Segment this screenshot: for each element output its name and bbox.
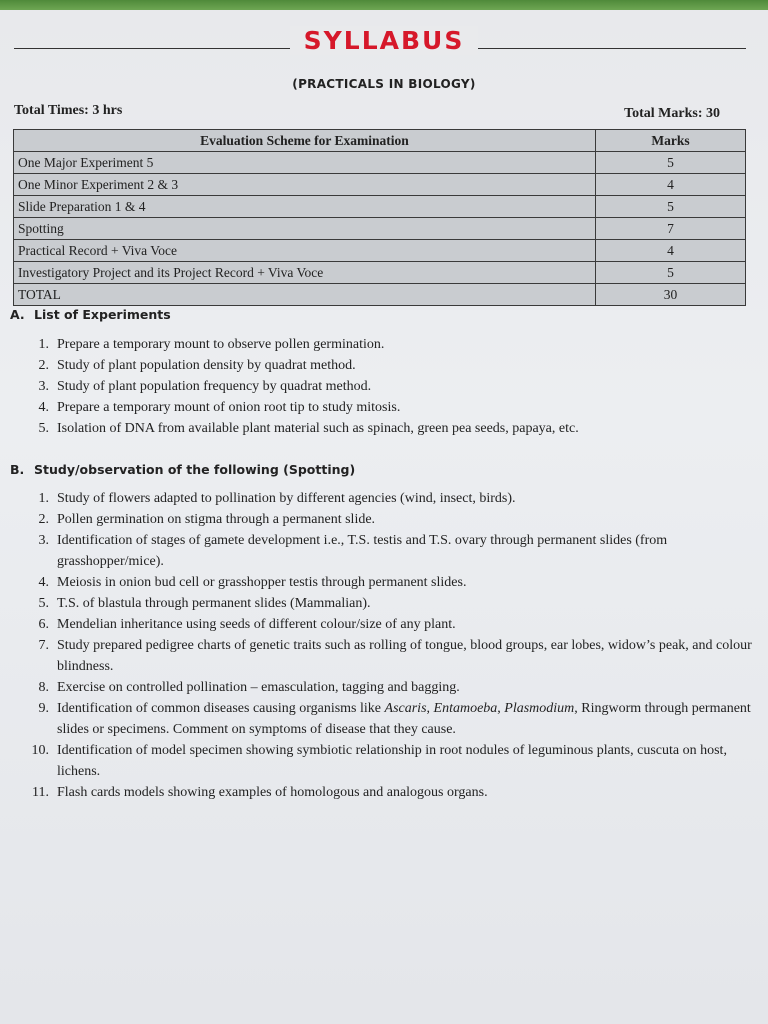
item-text: Prepare a temporary mount to observe pollen germination. (57, 337, 385, 352)
table-row (14, 152, 746, 174)
item-number: 2. (38, 512, 49, 527)
marks-heading: Marks (596, 130, 746, 152)
row-marks: 5 (596, 196, 746, 218)
organism-name: Plasmodium (504, 701, 575, 716)
total-marks: Total Marks: 30 (624, 106, 720, 121)
list-item (0, 593, 757, 614)
item-text: Study prepared pedigree charts of genetic traits such as rolling of tongue, blood groups, ear lobes, widow’s peak, and colour blindness. (57, 638, 752, 674)
item-text: Exercise on controlled pollination – emasculation, tagging and bagging. (57, 680, 460, 695)
list-item (0, 677, 757, 698)
evaluation-scheme-table (13, 129, 746, 306)
row-label: Practical Record + Viva Voce (14, 240, 596, 262)
table-row (14, 240, 746, 262)
item-text: T.S. of blastula through permanent slides (Mammalian). (57, 596, 371, 611)
item-number: 5. (38, 596, 49, 611)
item-text: Identification of model specimen showing symbiotic relationship in root nodules of leguminous plants, cuscuta on host, lichens. (57, 743, 727, 779)
table-header-row (14, 130, 746, 152)
list-item (0, 355, 757, 376)
syllabus-page (0, 10, 768, 1024)
item-number: 10. (31, 743, 49, 758)
total-time: Total Times: 3 hrs (14, 103, 123, 118)
item-number: 3. (38, 533, 49, 548)
item-number: 6. (38, 617, 49, 632)
item-text: Study of flowers adapted to pollination by different agencies (wind, insect, birds). (57, 491, 516, 506)
item-text: Flash cards models showing examples of homologous and analogous organs. (57, 785, 488, 800)
spotting-list (0, 488, 757, 803)
page-title: SYLLABUS (0, 26, 768, 55)
top-edge-strip (0, 0, 768, 10)
row-label: One Major Experiment 5 (14, 152, 596, 174)
row-label: Slide Preparation 1 & 4 (14, 196, 596, 218)
list-item (0, 334, 757, 355)
list-item (0, 397, 757, 418)
total-label: TOTAL (14, 284, 596, 306)
row-marks: 4 (596, 240, 746, 262)
list-item (0, 635, 757, 677)
item-text: Isolation of DNA from available plant material such as spinach, green pea seeds, papaya, etc. (57, 421, 579, 436)
item-text: Prepare a temporary mount of onion root tip to study mitosis. (57, 400, 401, 415)
item-number: 3. (38, 379, 49, 394)
list-item (0, 418, 757, 439)
list-item (0, 572, 757, 593)
list-item (0, 376, 757, 397)
section-letter: B. (10, 462, 25, 477)
table-row (14, 174, 746, 196)
section-letter: A. (10, 307, 25, 322)
list-item (0, 782, 757, 803)
list-item (0, 488, 757, 509)
row-marks: 7 (596, 218, 746, 240)
item-text: Identification of common diseases causing organisms like Ascaris, Entamoeba, Plasmodium, Ringworm through permanent slides or specimens. Comment on symptoms of disease that they cause. (57, 701, 751, 737)
item-number: 1. (38, 491, 49, 506)
table-row (14, 262, 746, 284)
list-item (0, 509, 757, 530)
item-number: 5. (38, 421, 49, 436)
table-row (14, 218, 746, 240)
item-number: 11. (32, 785, 49, 800)
scheme-heading: Evaluation Scheme for Examination (14, 130, 596, 152)
item-number: 7. (38, 638, 49, 653)
item-number: 8. (38, 680, 49, 695)
organism-name: Ascaris (384, 701, 427, 716)
table-total-row (14, 284, 746, 306)
row-label: One Minor Experiment 2 & 3 (14, 174, 596, 196)
table-row (14, 196, 746, 218)
row-marks: 4 (596, 174, 746, 196)
organism-name: Entamoeba (433, 701, 498, 716)
list-item (0, 740, 757, 782)
page-subtitle: (PRACTICALS IN BIOLOGY) (292, 77, 476, 91)
item-number: 9. (38, 701, 49, 716)
section-a-heading (10, 307, 171, 322)
row-marks: 5 (596, 152, 746, 174)
item-text: Study of plant population density by quadrat method. (57, 358, 356, 373)
experiments-list (0, 334, 757, 439)
list-item (0, 698, 757, 740)
item-number: 1. (38, 337, 49, 352)
row-label: Investigatory Project and its Project Record + Viva Voce (14, 262, 596, 284)
row-label: Spotting (14, 218, 596, 240)
item-text: Mendelian inheritance using seeds of different colour/size of any plant. (57, 617, 456, 632)
section-title: Study/observation of the following (Spotting) (34, 462, 356, 477)
section-b-heading (10, 462, 355, 477)
item-text: Meiosis in onion bud cell or grasshopper testis through permanent slides. (57, 575, 467, 590)
row-marks: 5 (596, 262, 746, 284)
item-text: Pollen germination on stigma through a permanent slide. (57, 512, 376, 527)
item-text: Study of plant population frequency by quadrat method. (57, 379, 372, 394)
item-number: 2. (38, 358, 49, 373)
list-item (0, 614, 757, 635)
total-marks-value: 30 (596, 284, 746, 306)
item-number: 4. (38, 575, 49, 590)
item-number: 4. (38, 400, 49, 415)
item-text: Identification of stages of gamete development i.e., T.S. testis and T.S. ovary through permanent slides (from grasshopper/mice). (57, 533, 668, 569)
section-title: List of Experiments (34, 307, 171, 322)
list-item (0, 530, 757, 572)
